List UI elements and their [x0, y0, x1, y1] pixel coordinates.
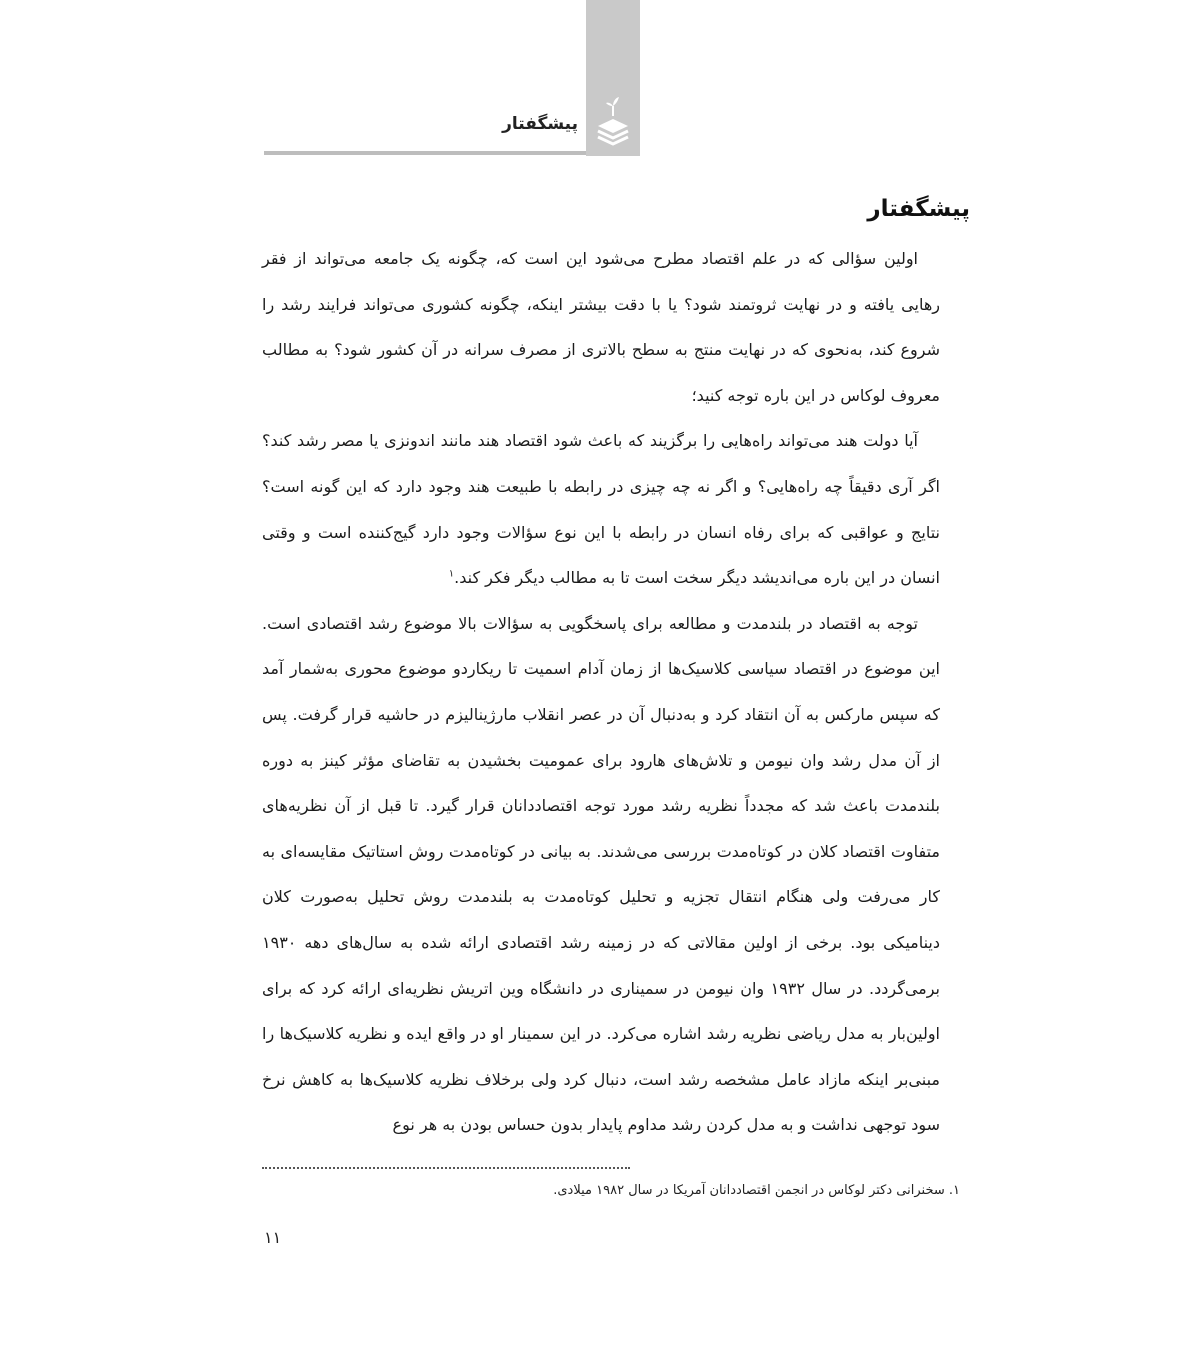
paragraph-text: اولین سؤالی که در علم اقتصاد مطرح می‌شود این است که، چگونه یک جامعه می‌تواند از فقر رهایی یافته و در نهایت ثروتمند شود؟ یا با دقت بیشتر اینکه، چگونه کشوری می‌تواند فرایند رشد را شروع کند، به‌نحوی که در نهایت منتج به سطح بالاتری از مصرف سرانه در آن کشور شود؟ به مطالب معروف لوکاس در این باره توجه کنید؛ [262, 249, 940, 405]
paragraph [262, 601, 940, 1148]
footnote-separator [262, 1167, 630, 1169]
paragraph [262, 236, 940, 418]
paragraph-text: آیا دولت هند می‌تواند راه‌هایی را برگزیند که باعث شود اقتصاد هند مانند اندونزی یا مصر رشد کند؟ اگر آری دقیقاً چه راه‌هایی؟ و اگر نه چه چیزی در رابطه با طبیعت هند وجود دارد که این گونه است؟ نتایج و عواقبی که برای رفاه انسان در رابطه با این نوع سؤالات وجود دارد گیج‌کننده است و وقتی انسان در این باره می‌اندیشد دیگر سخت است تا به مطالب دیگر فکر کند. [262, 431, 940, 588]
header-rule [264, 151, 586, 155]
section-title: پیشگفتار [867, 196, 970, 222]
footnote: ۱. سخنرانی دکتر لوکاس در انجمن اقتصاددانان آمریکا در سال ۱۹۸۲ میلادی. [553, 1183, 960, 1198]
paragraph-text: توجه به اقتصاد در بلندمدت و مطالعه برای پاسخگویی به سؤالات بالا موضوع رشد اقتصادی است. این موضوع در اقتصاد سیاسی کلاسیک‌ها از زمان آدام اسمیت تا ریکاردو موضوع محوری به‌شمار آمد که سپس مارکس به آن انتقاد کرد و به‌دنبال آن در عصر انقلاب مارژینالیزم در حاشیه قرار گرفت. پس از آن مدل رشد وان نیومن و تلاش‌های هارود برای عمومیت بخشیدن به تقاضای مؤثر کینز به دوره بلندمدت باعث شد که مجدداً نظریه رشد مورد توجه اقتصاددانان قرار گیرد. تا قبل از آن نظریه‌های متفاوت اقتصاد کلان در کوتاه‌مدت بررسی می‌شدند. به بیانی در کوتاه‌مدت روش استاتیک مقایسه‌ای به کار می‌رفت ولی هنگام انتقال تجزیه و تحلیل کوتاه‌مدت به بلندمدت روش تحلیل به‌صورت کلان دینامیکی بود. برخی از اولین مقالاتی که در زمینه رشد اقتصادی ارائه شده به سال‌های دهه ۱۹۳۰ برمی‌گردد. در سال ۱۹۳۲ وان نیومن در سمیناری در دانشگاه وین اتریش نظریه‌ای ارائه کرد که برای اولین‌بار به مدل ریاضی نظریه رشد اشاره می‌کرد. در این سمینار او در واقع ایده و نظریه کلاسیک‌ها را مبنی‌بر اینکه مازاد عامل مشخصه رشد است، دنبال کرد ولی برخلاف نظریه کلاسیک‌ها به کاهش نرخ سود توجهی نداشت و به مدل کردن رشد مداوم پایدار بدون حساس بودن به هر نوع [262, 613, 941, 1135]
book-sprout-icon [592, 92, 634, 150]
header-tab [586, 0, 640, 156]
body-text [262, 236, 940, 1148]
page-number: ۱۱ [264, 1228, 282, 1247]
running-title: پیشگفتار [502, 114, 578, 134]
footnote-marker: ۱ [448, 568, 455, 580]
paragraph [262, 418, 940, 600]
